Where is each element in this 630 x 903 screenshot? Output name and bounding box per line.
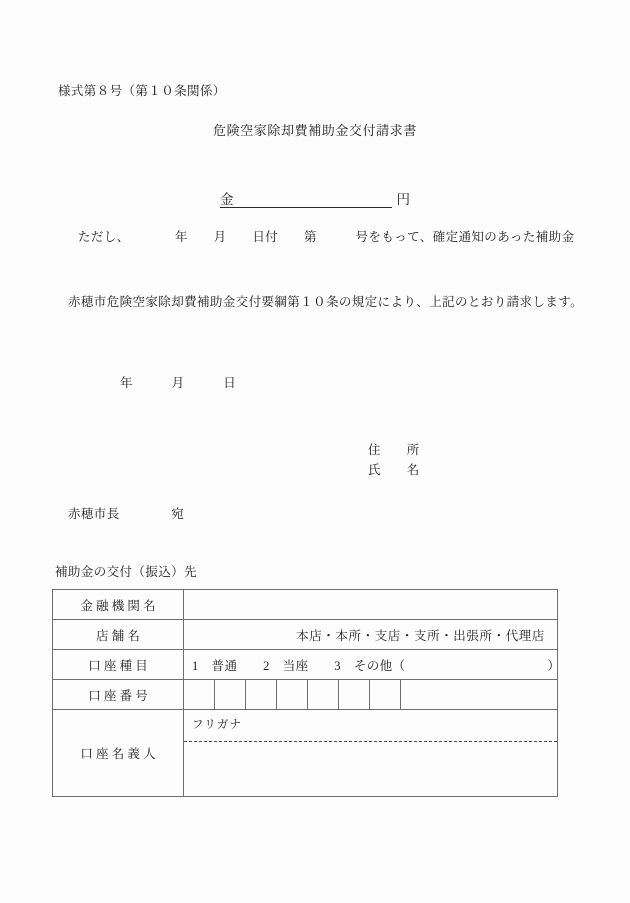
clause-line: 赤穂市危険空家除却費補助金交付要綱第１０条の規定により、上記のとおり請求します。 [68,295,584,309]
date-line: 年 月 日 [120,376,237,390]
address-label: 住 所 [368,443,420,457]
amount-underline [220,207,392,208]
page-title: 危険空家除却費補助金交付請求書 [212,123,417,138]
row-label-bank-name: 金融機関名 [53,590,184,620]
table-row [53,620,558,650]
row-label-account-number: 口座番号 [53,680,184,710]
account-digit-box[interactable] [246,680,277,709]
furigana-label: フリガナ [192,719,243,731]
row-value-account-holder[interactable] [184,710,558,797]
table-row [53,590,558,620]
account-digit-box[interactable] [308,680,339,709]
amount-suffix-label: 円 [396,192,410,207]
account-digit-box[interactable] [215,680,246,709]
row-label-account-holder: 口座名義人 [53,710,184,797]
table-row [53,710,558,797]
proviso-line: ただし、 年 月 日付 第 号をもって、確定通知のあった補助金 [78,230,575,244]
account-digit-box[interactable] [277,680,308,709]
amount-line [220,188,410,210]
form-number: 様式第８号（第１０条関係） [58,84,226,98]
account-type-options: 1 普通 2 当座 3 その他（ ） [192,658,561,673]
bank-section-caption: 補助金の交付（振込）先 [55,565,197,579]
furigana-divider [184,741,557,742]
row-label-account-type: 口座種目 [53,650,184,680]
table-row [53,650,558,680]
account-number-overflow[interactable] [401,680,557,709]
row-value-bank-name[interactable] [184,590,558,620]
account-digit-box[interactable] [339,680,370,709]
name-label: 氏 名 [368,463,420,477]
row-value-account-number[interactable] [184,680,558,710]
row-label-branch-name: 店舗名 [53,620,184,650]
branch-type-options: 本店・本所・支店・支所・出張所・代理店 [296,628,545,643]
bank-account-table [52,589,561,797]
account-number-grid [184,680,557,709]
table-row [53,680,558,710]
account-digit-box[interactable] [370,680,401,709]
addressee-line: 赤穂市長 宛 [68,507,185,521]
row-value-branch-name[interactable] [184,620,558,650]
row-value-account-type[interactable] [184,650,561,680]
account-digit-box[interactable] [184,680,215,709]
amount-prefix-label: 金 [220,192,234,207]
